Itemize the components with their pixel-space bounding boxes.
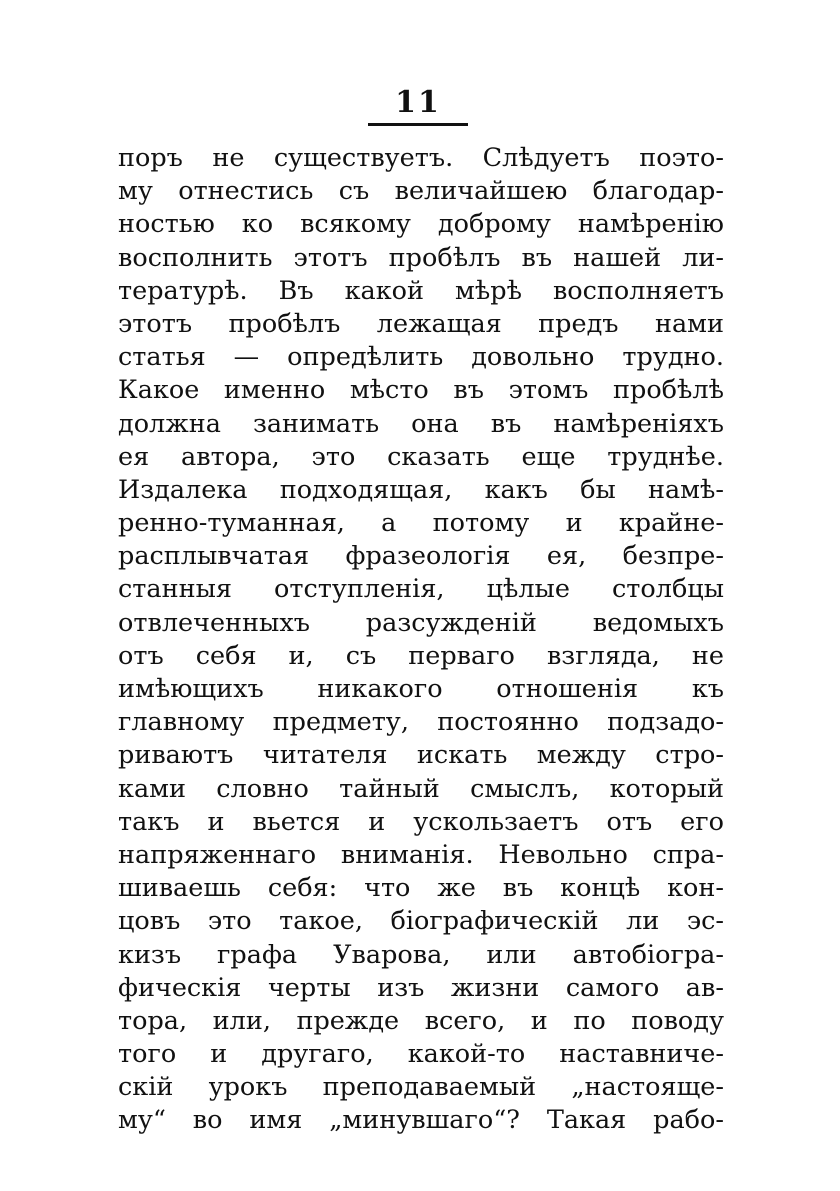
text-line: отвлеченныхъ разсужденій ведомыхъ [118,607,724,638]
text-line: фическія черты изъ жизни самого ав- [118,972,724,1003]
text-line: отъ себя и, съ перваго взгляда, не [118,640,724,671]
text-line: Издалека подходящая, какъ бы намѣ- [118,474,724,505]
text-line: поръ не существуетъ. Слѣдуетъ поэто- [118,143,724,173]
text-line: того и другаго, какой-то наставниче- [118,1039,724,1070]
text-line: му“ во имя „минувшаго“? Такая рабо- [118,1105,724,1136]
text-line: кизъ графа Уварова, или автобіогра- [118,939,724,970]
text-line: шиваешь себя: что же въ концѣ кон- [118,873,724,904]
text-line: ками словно тайный смыслъ, который [118,773,724,804]
text-line: такъ и вьется и ускользаетъ отъ его [118,806,724,837]
text-line: скій урокъ преподаваемый „настояще- [118,1072,724,1103]
page-number: 11 [395,85,441,120]
text-line: станныя отступленія, цѣлые столбцы [118,574,724,605]
text-line: статья — опредѣлить довольно трудно. [118,342,724,373]
text-line: напряженнаго вниманія. Невольно спра- [118,839,724,870]
text-line: риваютъ читателя искать между стро- [118,740,724,771]
text-line: цовъ это такое, біографическій ли эс- [118,906,724,937]
text-line: ностью ко всякому доброму намѣренію [118,209,724,240]
text-line: должна занимать она въ намѣреніяхъ [118,408,724,439]
text-line: Какое именно мѣсто въ этомъ пробѣлѣ [118,375,724,406]
text-line: имѣющихъ никакого отношенія къ [118,674,724,704]
page-number-rule [368,123,468,126]
text-line: расплывчатая фразеологія ея, безпре- [118,541,724,572]
body-text [118,142,724,1138]
text-line: му отнестись съ величайшею благодар- [118,176,724,207]
text-line: тературѣ. Въ какой мѣрѣ восполняетъ [118,275,724,306]
text-line: ренно-туманная, а потому и крайне- [118,508,724,539]
text-line: тора, или, прежде всего, и по поводу [118,1005,724,1036]
text-line: ея автора, это сказать еще труднѣе. [118,441,724,472]
text-line: этотъ пробѣлъ лежащая предъ нами [118,308,724,339]
text-line: восполнить этотъ пробѣлъ въ нашей ли- [118,242,724,273]
text-line: главному предмету, постоянно подзадо- [118,707,724,738]
